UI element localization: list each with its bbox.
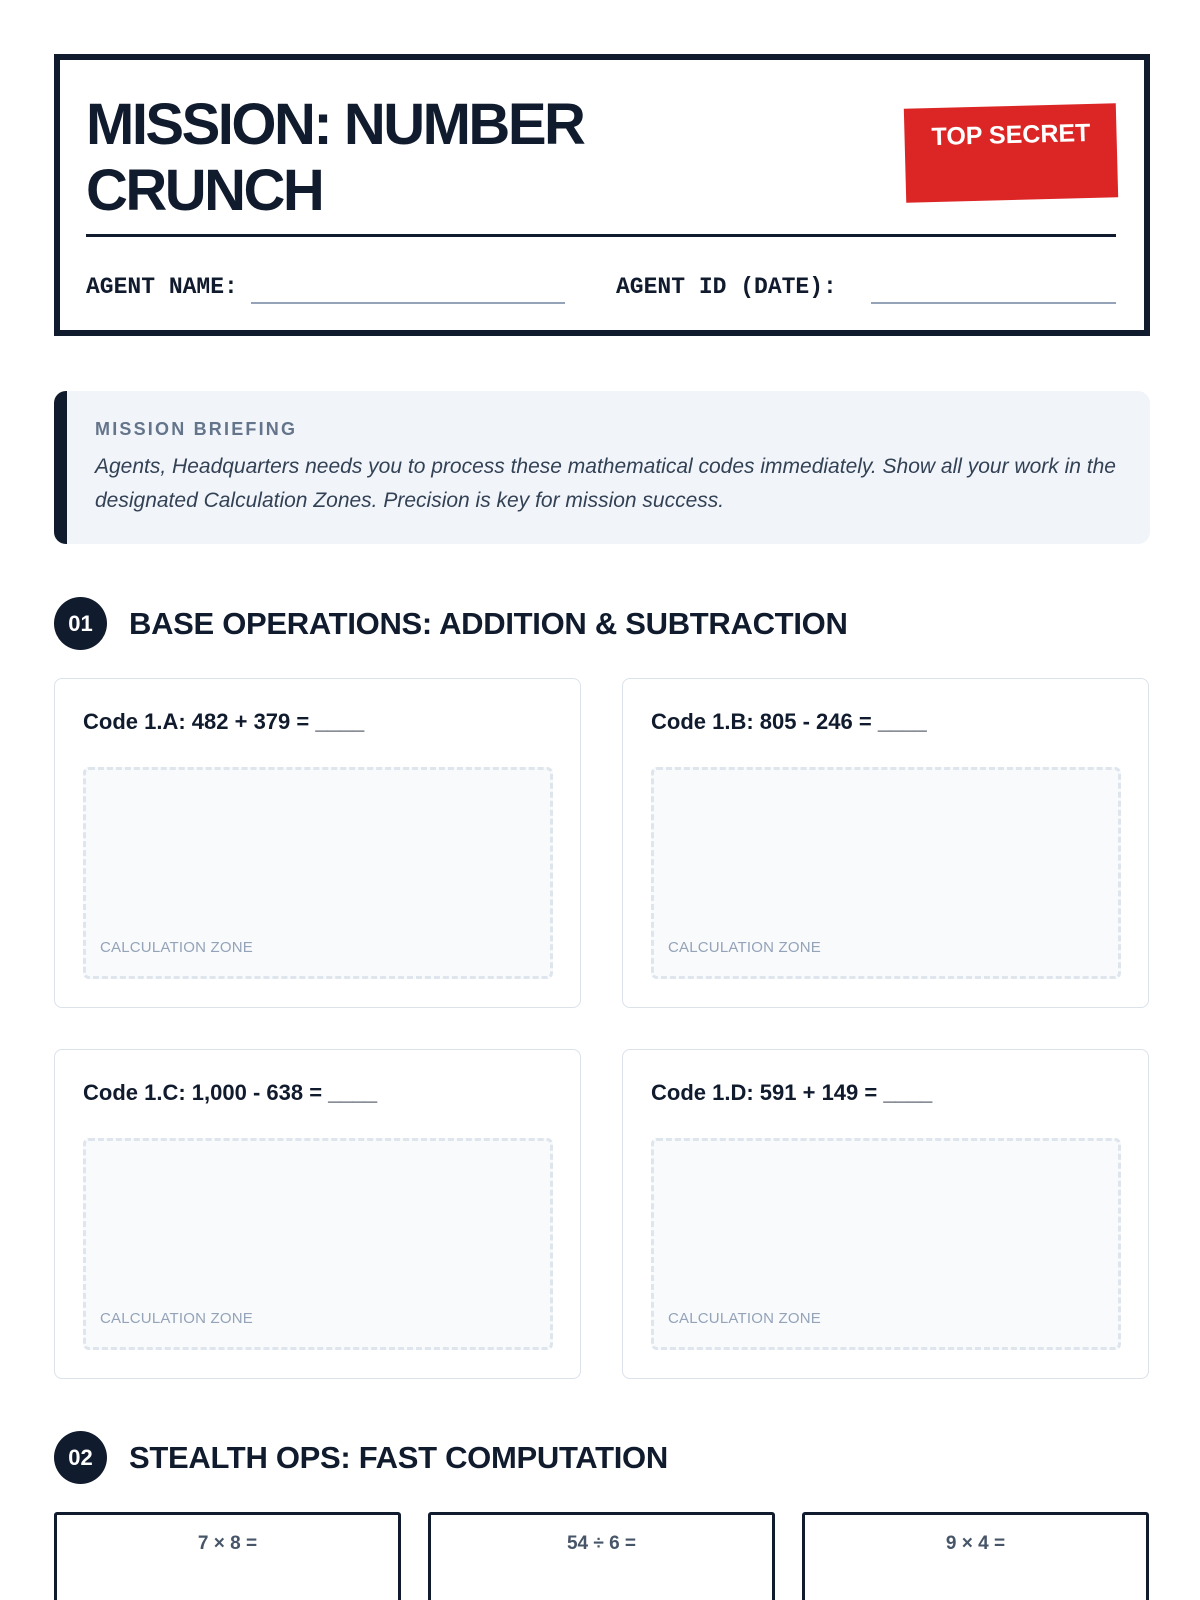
fast-problem-question: 54 ÷ 6 = [566, 1533, 637, 1554]
section-number-badge: 01 [54, 597, 107, 650]
header-divider [86, 234, 1116, 237]
section-title: STEALTH OPS: FAST COMPUTATION [129, 1439, 668, 1475]
problem-card-1b [622, 678, 1149, 1008]
calculation-zone-label: CALCULATION ZONE [100, 1310, 253, 1327]
problem-card-1d [622, 1049, 1149, 1379]
fast-problem-box[interactable] [802, 1512, 1149, 1600]
problem-question: Code 1.A: 482 + 379 = ____ [83, 709, 365, 734]
calculation-zone[interactable] [83, 767, 553, 979]
problem-question: Code 1.B: 805 - 246 = ____ [651, 709, 927, 734]
problem-question: Code 1.C: 1,000 - 638 = ____ [83, 1080, 378, 1105]
calculation-zone-label: CALCULATION ZONE [668, 1310, 821, 1327]
agent-name-field[interactable] [251, 302, 565, 304]
page-title: MISSION: NUMBER CRUNCH [86, 92, 584, 223]
briefing-label: MISSION BRIEFING [95, 419, 298, 439]
calculation-zone[interactable] [651, 767, 1121, 979]
calculation-zone-label: CALCULATION ZONE [668, 939, 821, 956]
fast-problem-box[interactable] [428, 1512, 775, 1600]
agent-name-label: AGENT NAME: [86, 274, 238, 300]
mission-header [54, 54, 1150, 336]
calculation-zone[interactable] [651, 1138, 1121, 1350]
fast-problem-question: 9 × 4 = [945, 1533, 1006, 1554]
section-heading-01 [54, 597, 848, 650]
calculation-zone[interactable] [83, 1138, 553, 1350]
section-title: BASE OPERATIONS: ADDITION & SUBTRACTION [129, 605, 848, 641]
agent-id-field[interactable] [871, 302, 1116, 304]
problem-question: Code 1.D: 591 + 149 = ____ [651, 1080, 933, 1105]
fast-problem-box[interactable] [54, 1512, 401, 1600]
calculation-zone-label: CALCULATION ZONE [100, 939, 253, 956]
mission-briefing [54, 391, 1150, 544]
problem-card-1a [54, 678, 581, 1008]
top-secret-stamp: TOP SECRET [904, 103, 1118, 203]
section-heading-02 [54, 1431, 668, 1484]
section-number-badge: 02 [54, 1431, 107, 1484]
agent-id-label: AGENT ID (DATE): [616, 274, 837, 300]
problem-card-1c [54, 1049, 581, 1379]
fast-problem-question: 7 × 8 = [197, 1533, 258, 1554]
briefing-text: Agents, Headquarters needs you to process these mathematical codes immediately. Show all your work in the designated Calculation Zones. Precision is key for mission success. [95, 455, 1116, 512]
